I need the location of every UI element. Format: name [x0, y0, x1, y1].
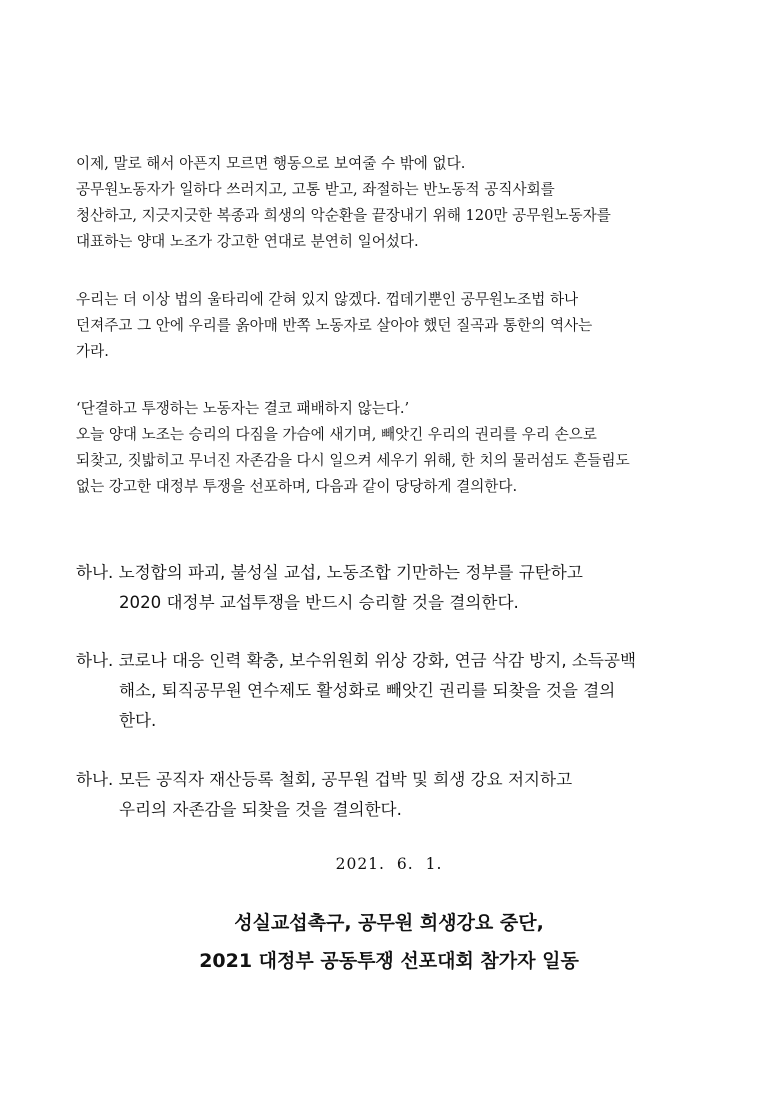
text-line: 공무원노동자가 일하다 쓰러지고, 고통 받고, 좌절하는 반노동적 공직사회를 — [76, 181, 555, 198]
resolution-line: 한다. — [119, 711, 157, 730]
text-line: 대표하는 양대 노조가 강고한 연대로 분연히 일어섰다. — [76, 233, 419, 250]
intro-paragraph-2 — [76, 287, 706, 365]
text-line: 오늘 양대 노조는 승리의 다짐을 가슴에 새기며, 빼앗긴 우리의 권리를 우리 손으로 — [76, 426, 597, 443]
text-line: 이제, 말로 해서 아픈지 모르면 행동으로 보여줄 수 밖에 없다. — [76, 155, 466, 172]
slogan-line: ‘단결하고 투쟁하는 노동자는 결코 패배하지 않는다.’ — [76, 400, 410, 417]
resolution-line: 우리의 자존감을 되찾을 것을 결의한다. — [119, 800, 402, 819]
resolution-item-3 — [76, 765, 711, 825]
text-line: 우리는 더 이상 법의 울타리에 갇혀 있지 않겠다. 껍데기뿐인 공무원노조법 하나 — [76, 291, 579, 308]
text-line: 없는 강고한 대정부 투쟁을 선포하며, 다음과 같이 당당하게 결의한다. — [76, 478, 518, 495]
intro-paragraph-3 — [76, 396, 706, 500]
document-date: 2021. 6. 1. — [335, 855, 443, 873]
signature-line-2: 2021 대정부 공동투쟁 선포대회 참가자 일동 — [199, 950, 579, 972]
signature-line-1: 성실교섭촉구, 공무원 희생강요 중단, — [234, 912, 544, 934]
text-line: 되찾고, 짓밟히고 무너진 자존감을 다시 일으켜 세우기 위해, 한 치의 물러섬도 흔들림도 — [76, 452, 630, 469]
resolution-line: 2020 대정부 교섭투쟁을 반드시 승리할 것을 결의한다. — [119, 593, 519, 612]
resolution-line: 하나. 모든 공직자 재산등록 철회, 공무원 겁박 및 희생 강요 저지하고 — [76, 770, 573, 789]
intro-paragraph-1 — [76, 151, 706, 255]
resolution-line: 해소, 퇴직공무원 연수제도 활성화로 빼앗긴 권리를 되찾을 것을 결의 — [119, 681, 616, 700]
text-line: 가라. — [76, 343, 109, 360]
resolution-item-1 — [76, 558, 711, 618]
resolution-item-2 — [76, 646, 711, 736]
text-line: 던져주고 그 안에 우리를 옭아매 반쪽 노동자로 살아야 했던 질곡과 통한의 역사는 — [76, 317, 593, 334]
resolution-line: 하나. 노정합의 파괴, 불성실 교섭, 노동조합 기만하는 정부를 규탄하고 — [76, 563, 583, 582]
text-line: 청산하고, 지긋지긋한 복종과 희생의 악순환을 끝장내기 위해 120만 공무원노동자를 — [76, 207, 611, 224]
resolution-line: 하나. 코로나 대응 인력 확충, 보수위원회 위상 강화, 연금 삭감 방지, 소득공백 — [76, 651, 637, 670]
